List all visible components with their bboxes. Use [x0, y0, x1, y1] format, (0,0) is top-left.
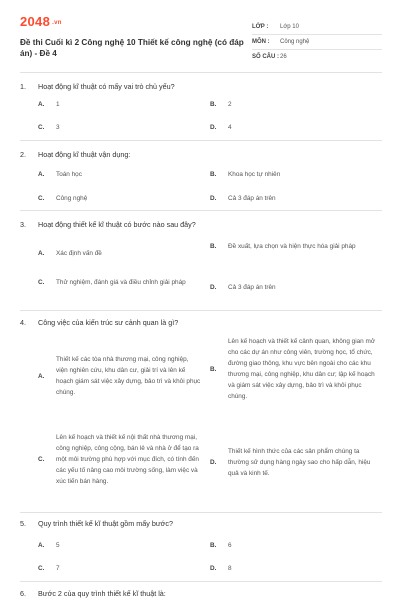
option-text: 3: [56, 124, 60, 131]
option-letter: C.: [38, 195, 45, 202]
meta-value: 26: [280, 54, 287, 60]
option-c[interactable]: [38, 277, 210, 288]
option-b[interactable]: [210, 336, 382, 402]
option-b[interactable]: [210, 241, 382, 252]
option-letter: D.: [210, 124, 217, 131]
exam-meta: [252, 20, 382, 64]
option-letter: C.: [38, 279, 45, 286]
question-text: [20, 318, 178, 327]
option-text: Thiết kế các tòa nhà thương mại, công nghiệp, viện nghiên cứu, khu dân cư, giải trí và lên kế hoạch giám sát việc xây dựng, bảo trì và khôi phục chúng.: [56, 356, 201, 396]
option-letter: B.: [210, 365, 217, 373]
option-c[interactable]: [38, 193, 87, 204]
page-title: Đề thi Cuối kì 2 Công nghệ 10 Thiết kế công nghệ (có đáp án) - Đề 4: [20, 38, 244, 58]
meta-row-subject: [252, 35, 382, 50]
question-text: [20, 82, 175, 91]
option-letter: B.: [210, 243, 217, 250]
option-text: Lên kế hoạch và thiết kế nội thất nhà thương mại, công nghiệp, công cộng, bán lẻ và nhà ở để tạo ra một môi trường phù hợp với mục đích, có tính đến các yếu tố nâng cao môi trường sống, làm việc và xúc tiến bán hàng.: [56, 434, 199, 485]
option-text: 5: [56, 542, 60, 549]
option-a[interactable]: [38, 540, 60, 551]
question-2: [20, 150, 382, 202]
option-text: Cả 3 đáp án trên: [228, 195, 276, 202]
option-letter: A.: [38, 171, 45, 178]
divider: [20, 210, 382, 211]
option-text: Lên kế hoạch và thiết kế cảnh quan, không gian mở cho các dự án như công viên, trường học, tổ chức, đường giao thông, khu vực bên ngoài cho các khu thương mại, công nghiệp, khu dân cư; lập kế hoạch và giám sát việc xây dựng, bảo trì và khôi phục chúng.: [228, 338, 376, 400]
option-a[interactable]: [38, 169, 82, 180]
question-number: 3.: [20, 220, 26, 229]
option-text: Công nghệ: [56, 195, 88, 202]
logo-text: 2048: [20, 14, 51, 29]
divider: [20, 310, 382, 311]
meta-label: SỐ CÂU :: [252, 54, 279, 60]
option-text: 4: [228, 124, 232, 131]
question-number: 5.: [20, 519, 26, 528]
meta-label: MÔN :: [252, 39, 270, 45]
option-a[interactable]: [38, 248, 102, 259]
question-label: Hoạt động kĩ thuật có mấy vai trò chủ yếu?: [38, 82, 175, 91]
option-b[interactable]: [210, 169, 280, 180]
option-b[interactable]: [210, 99, 232, 110]
divider: [20, 581, 382, 582]
question-number: 6.: [20, 589, 26, 598]
option-d[interactable]: [210, 282, 276, 293]
question-5: [20, 519, 382, 571]
option-letter: C.: [38, 565, 45, 572]
option-a[interactable]: [38, 99, 60, 110]
option-text: 2: [228, 101, 232, 108]
option-text: Cả 3 đáp án trên: [228, 284, 276, 291]
question-1: [20, 82, 382, 132]
question-label: Hoạt động thiết kế kĩ thuật có bước nào sau đây?: [38, 220, 196, 229]
meta-label: LỚP :: [252, 24, 269, 30]
option-letter: A.: [38, 250, 45, 257]
option-letter: B.: [210, 101, 217, 108]
meta-value: Công nghệ: [280, 39, 310, 45]
option-letter: C.: [38, 456, 45, 463]
question-label: Quy trình thiết kế kĩ thuật gồm mấy bước?: [38, 519, 173, 528]
meta-row-class: [252, 20, 382, 35]
option-letter: D.: [210, 284, 217, 291]
question-label: Bước 2 của quy trình thiết kế kĩ thuật là:: [38, 589, 166, 598]
question-text: [20, 589, 166, 598]
option-letter: A.: [38, 372, 45, 380]
meta-value: Lớp 10: [280, 24, 299, 30]
logo-suffix: .vn: [52, 19, 62, 26]
option-d[interactable]: [210, 563, 232, 574]
option-d[interactable]: [210, 122, 232, 133]
option-text: Toán học: [56, 171, 82, 178]
question-number: 4.: [20, 318, 26, 327]
question-number: 2.: [20, 150, 26, 159]
question-label: Công việc của kiến trúc sư cảnh quan là gì?: [38, 318, 179, 327]
option-letter: D.: [210, 565, 217, 572]
option-text: 6: [228, 542, 232, 549]
question-text: [20, 150, 130, 159]
question-text: [20, 519, 173, 528]
option-text: Đề xuất, lựa chọn và hiện thực hóa giải pháp: [228, 243, 356, 250]
question-number: 1.: [20, 82, 26, 91]
option-d[interactable]: [210, 446, 382, 479]
question-6: [20, 589, 382, 600]
option-text: Khoa học tự nhiên: [228, 171, 281, 178]
option-text: Xác định vấn đề: [56, 250, 102, 257]
option-text: 1: [56, 101, 60, 108]
option-b[interactable]: [210, 540, 232, 551]
site-logo[interactable]: [20, 14, 62, 29]
divider: [20, 512, 382, 513]
option-c[interactable]: [38, 122, 60, 133]
option-c[interactable]: [38, 432, 210, 487]
divider: [20, 140, 382, 141]
option-text: Thử nghiệm, đánh giá và điều chỉnh giải pháp: [56, 279, 186, 286]
option-letter: D.: [210, 195, 217, 202]
option-letter: A.: [38, 542, 45, 549]
meta-row-count: [252, 50, 382, 64]
question-label: Hoạt động kĩ thuật vận dụng:: [38, 150, 131, 159]
option-text: 7: [56, 565, 60, 572]
question-3: [20, 220, 382, 302]
option-letter: C.: [38, 124, 45, 131]
question-4: [20, 318, 382, 508]
divider: [20, 72, 382, 73]
option-letter: B.: [210, 171, 217, 178]
option-a[interactable]: [38, 354, 210, 398]
option-c[interactable]: [38, 563, 60, 574]
question-text: [20, 220, 196, 229]
option-letter: D.: [210, 459, 217, 466]
option-d[interactable]: [210, 193, 276, 204]
option-letter: B.: [210, 542, 217, 549]
document-header: [20, 10, 382, 68]
option-text: Thiết kế hình thức của các sản phẩm chúng ta thường sử dụng hàng ngày sao cho hấp dẫn, hiệu quả và kinh tế.: [228, 448, 371, 477]
option-letter: A.: [38, 101, 45, 108]
option-text: 8: [228, 565, 232, 572]
